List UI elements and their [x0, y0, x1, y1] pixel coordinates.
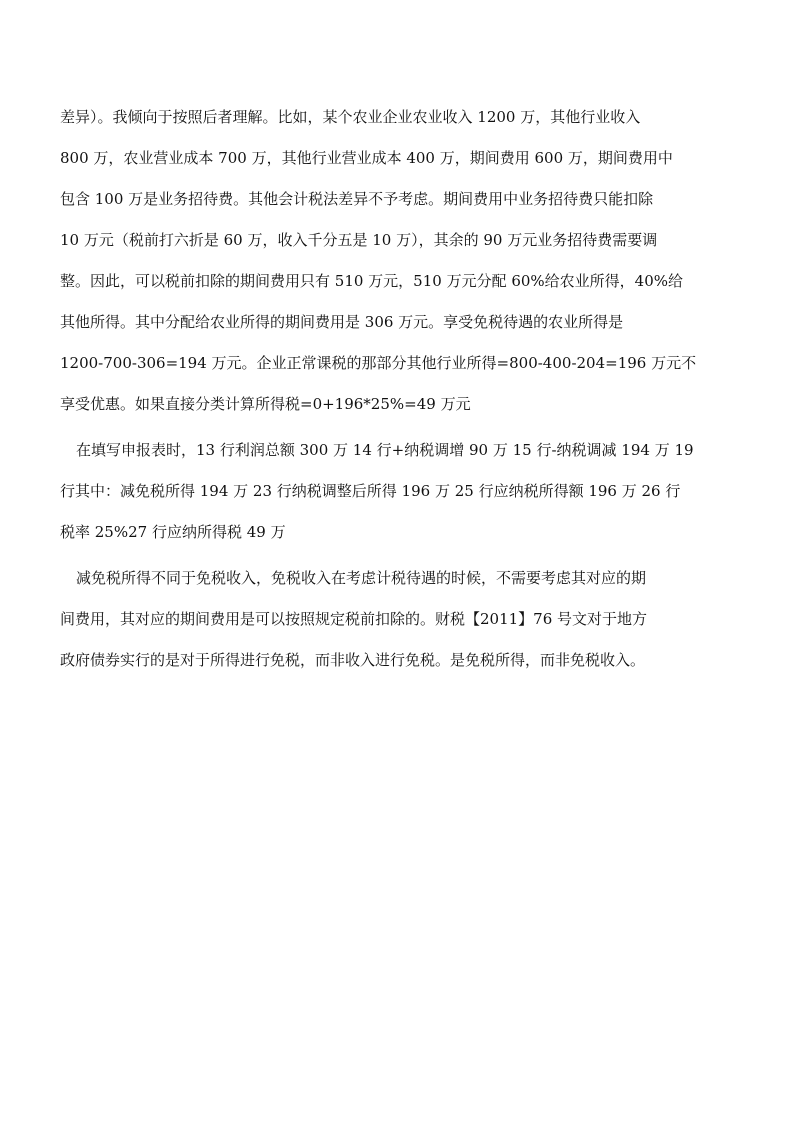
paragraph-2-line-2: 行其中：减免税所得 194 万 23 行纳税调整后所得 196 万 25 行应纳税所得额 196 万 26 行 [60, 482, 681, 500]
paragraph-1-line-6: 其他所得。其中分配给农业所得的期间费用是 306 万元。享受免税待遇的农业所得是 [60, 313, 624, 331]
paragraph-2-line-3: 税率 25%27 行应纳所得税 49 万 [60, 523, 286, 541]
paragraph-1-line-3: 包含 100 万是业务招待费。其他会计税法差异不予考虑。期间费用中业务招待费只能扣除 [60, 190, 654, 208]
paragraph-1-line-2: 800 万，农业营业成本 700 万，其他行业营业成本 400 万，期间费用 600 万，期间费用中 [60, 149, 673, 167]
paragraph-1-line-8: 享受优惠。如果直接分类计算所得税=0+196*25%=49 万元 [60, 395, 471, 413]
paragraph-1-line-5: 整。因此，可以税前扣除的期间费用只有 510 万元，510 万元分配 60%给农业所得，40%给 [60, 272, 684, 290]
paragraph-3-line-2: 间费用，其对应的期间费用是可以按照规定税前扣除的。财税【2011】76 号文对于地方 [60, 610, 648, 628]
paragraph-2-line-1: 在填写申报表时，13 行利润总额 300 万 14 行+纳税调增 90 万 15 行-纳税调减 194 万 19 [76, 441, 694, 459]
paragraph-1-line-4: 10 万元（税前打六折是 60 万，收入千分五是 10 万），其余的 90 万元业务招待费需要调 [60, 231, 658, 249]
paragraph-1-line-7: 1200-700-306=194 万元。企业正常课税的那部分其他行业所得=800-400-204=196 万元不 [60, 354, 697, 372]
paragraph-1-line-1: 差异）。我倾向于按照后者理解。比如，某个农业企业农业收入 1200 万，其他行业收入 [60, 108, 641, 126]
paragraph-3-line-3: 政府债券实行的是对于所得进行免税，而非收入进行免税。是免税所得，而非免税收入。 [60, 651, 646, 669]
paragraph-3-line-1: 减免税所得不同于免税收入，免税收入在考虑计税待遇的时候，不需要考虑其对应的期 [76, 569, 647, 587]
